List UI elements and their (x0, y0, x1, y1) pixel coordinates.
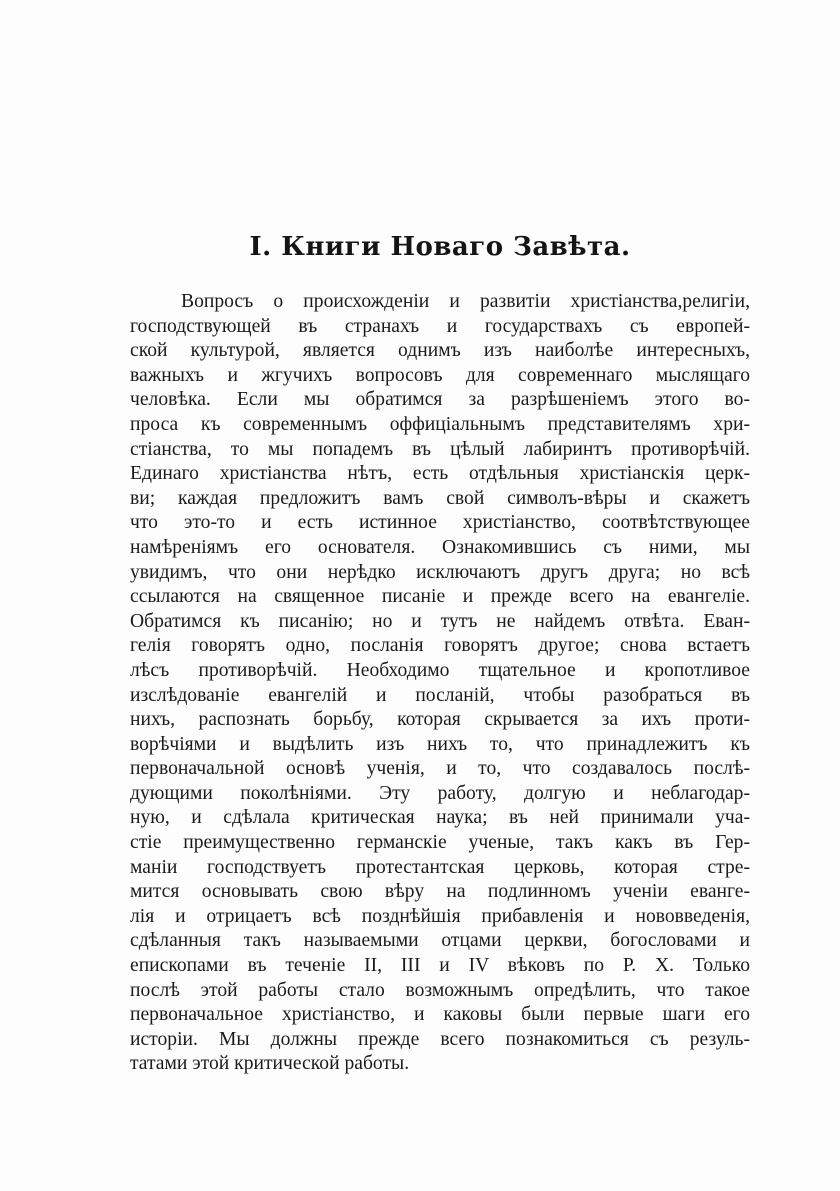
text-line: маніи господствуетъ протестантская церковь, которая стре- (130, 856, 750, 878)
text-line: дующими поколѣніями. Эту работу, долгую и неблагодар- (130, 782, 750, 804)
text-line: Обратимся къ писанію; но и тутъ не найдемъ отвѣта. Еван- (130, 610, 750, 632)
text-line: что это-то и есть истинное христіанство, соотвѣтствующее (130, 512, 750, 534)
text-line: ссылаются на священное писаніе и прежде всего на евангеліе. (130, 586, 750, 608)
text-line: стіе преимущественно германскіе ученые, такъ какъ въ Гер- (130, 832, 750, 854)
text-line: первоначальное христіанство, и каковы были первые шаги его (130, 1004, 750, 1026)
text-line: лія и отрицаетъ всѣ позднѣйшія прибавленія и нововведенія, (130, 905, 750, 927)
text-line: Единаго христіанства нѣтъ, есть отдѣльныя христіанскія церк- (130, 463, 750, 485)
text-line: епископами въ теченіе II, III и IV вѣковъ по Р. Х. Только (130, 955, 750, 977)
text-line: важныхъ и жгучихъ вопросовъ для современнаго мыслящаго (130, 364, 750, 386)
chapter-title: I. Книги Новаго Завѣта. (249, 232, 631, 262)
text-line: увидимъ, что они нерѣдко исключаютъ другъ друга; но всѣ (130, 561, 750, 583)
body-paragraph (130, 290, 750, 1077)
text-line: Вопросъ о происхожденіи и развитіи христіанства,религіи, (181, 291, 750, 312)
text-line: стіанства, то мы попадемъ въ цѣлый лабиринтъ противорѣчій. (130, 438, 750, 460)
text-line: татами этой критической работы. (130, 1053, 410, 1075)
text-line: намѣреніямъ его основателя. Ознакомившись съ ними, мы (130, 536, 750, 558)
text-line: господствующей въ странахъ и государствахъ съ европей- (130, 315, 750, 337)
text-line: изслѣдованіе евангелій и посланій, чтобы разобраться въ (130, 684, 750, 706)
text-line: послѣ этой работы стало возможнымъ опредѣлить, что такое (130, 979, 750, 1001)
text-line: ской культурой, является однимъ изъ наиболѣе интересныхъ, (130, 340, 750, 362)
text-line: ную, и сдѣлала критическая наука; въ ней принимали уча- (130, 807, 750, 829)
text-line: мится основывать свою вѣру на подлинномъ ученіи еванге- (130, 881, 750, 903)
text-line: человѣка. Если мы обратимся за разрѣшеніемъ этого во- (130, 389, 750, 411)
text-line: первоначальной основѣ ученія, и то, что создавалось послѣ- (130, 758, 750, 780)
text-line: ворѣчіями и выдѣлить изъ нихъ то, что принадлежитъ къ (130, 733, 750, 755)
text-line: исторіи. Мы должны прежде всего познакомиться съ резуль- (130, 1028, 750, 1050)
text-line: гелія говорятъ одно, посланія говорятъ другое; снова встаетъ (130, 635, 750, 657)
text-line: сдѣланныя такъ называемыми отцами церкви, богословами и (130, 930, 750, 952)
text-line: нихъ, распознать борьбу, которая скрывается за ихъ проти- (130, 709, 750, 731)
text-line: проса къ современнымъ оффиціальнымъ представителямъ хри- (130, 413, 750, 435)
text-line: ви; каждая предложитъ вамъ свой символъ-вѣры и скажетъ (130, 487, 750, 509)
text-line: лѣсъ противорѣчій. Необходимо тщательное и кропотливое (130, 659, 750, 681)
